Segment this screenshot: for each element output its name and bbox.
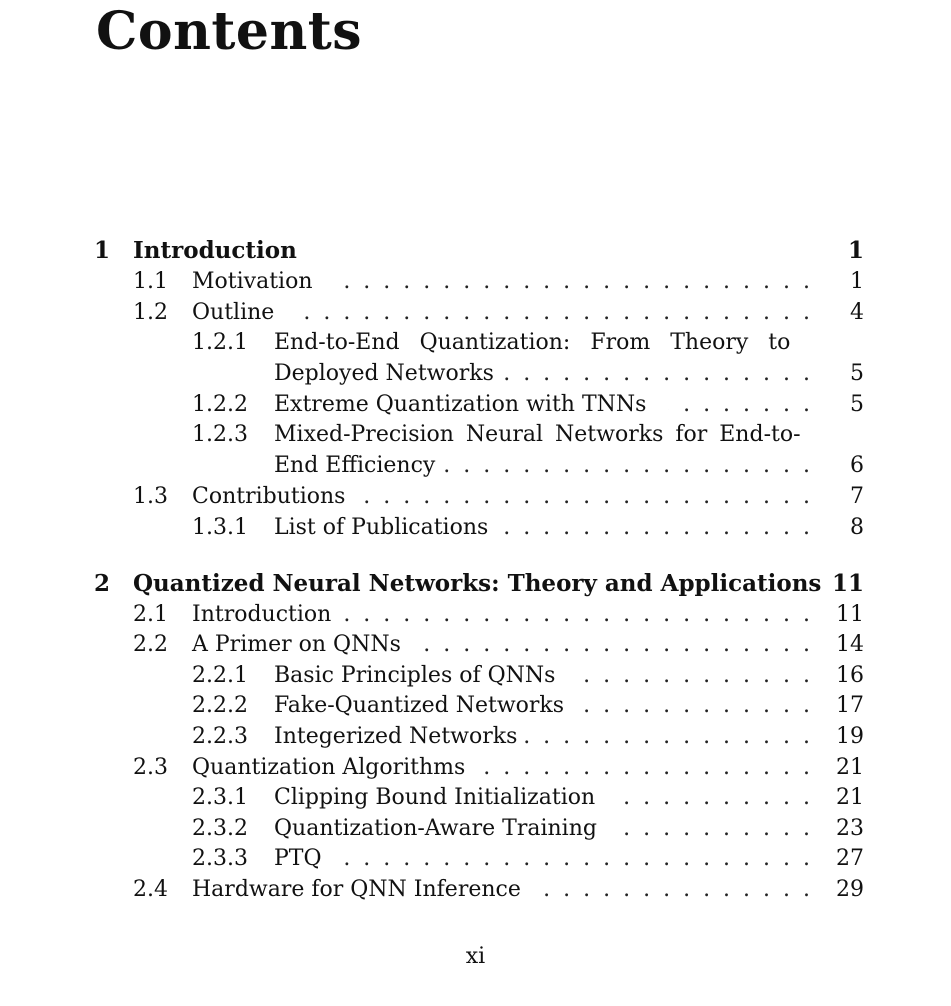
page-number: 4 bbox=[850, 300, 864, 325]
subsection-number: 1.2.2 bbox=[192, 392, 248, 417]
dot-leader bbox=[340, 844, 810, 874]
toc-subsection-1-2-3[interactable] bbox=[0, 420, 951, 450]
subsection-number: 2.2.1 bbox=[192, 663, 248, 688]
chapter-number: 2 bbox=[94, 570, 111, 597]
subsection-title: List of Publications bbox=[274, 515, 489, 540]
section-title: Contributions bbox=[192, 484, 346, 509]
toc-subsection-1-2-2[interactable] bbox=[0, 390, 951, 420]
section-title: Motivation bbox=[192, 269, 313, 294]
subsection-title: Extreme Quantization with TNNs bbox=[274, 392, 647, 417]
toc-chapter-1[interactable] bbox=[0, 236, 951, 266]
page-number: 21 bbox=[836, 785, 864, 810]
toc-subsection-1-3-1[interactable] bbox=[0, 513, 951, 543]
page-number: 21 bbox=[836, 755, 864, 780]
subsection-number: 2.3.2 bbox=[192, 816, 248, 841]
subsection-title: Clipping Bound Initialization bbox=[274, 785, 596, 810]
page-number: 17 bbox=[836, 693, 864, 718]
section-number: 1.3 bbox=[133, 484, 168, 509]
page-number: 23 bbox=[836, 816, 864, 841]
section-title: Hardware for QNN Inference bbox=[192, 877, 521, 902]
dot-leader bbox=[500, 359, 810, 389]
subsection-number: 1.2.3 bbox=[192, 422, 248, 447]
dot-leader bbox=[420, 630, 810, 660]
dot-leader bbox=[668, 390, 810, 420]
toc-subsection-2-3-2[interactable] bbox=[0, 814, 951, 844]
subsection-number: 1.3.1 bbox=[192, 515, 248, 540]
section-number: 2.4 bbox=[133, 877, 168, 902]
dot-leader bbox=[612, 814, 810, 844]
dot-leader bbox=[290, 298, 810, 328]
toc-subsection-2-2-1[interactable] bbox=[0, 661, 951, 691]
subsection-title: End Efficiency bbox=[274, 453, 436, 478]
page-number: 1 bbox=[850, 269, 864, 294]
subsection-title-line1: End-to-End Quantization: From Theory to bbox=[274, 330, 791, 355]
section-number: 2.3 bbox=[133, 755, 168, 780]
page-number: 19 bbox=[836, 724, 864, 749]
page-number: 6 bbox=[850, 453, 864, 478]
toc-section-2-4[interactable] bbox=[0, 875, 951, 905]
section-number: 1.1 bbox=[133, 269, 168, 294]
subsection-number: 2.2.3 bbox=[192, 724, 248, 749]
page-title: Contents bbox=[96, 1, 363, 62]
toc-section-2-3[interactable] bbox=[0, 753, 951, 783]
section-title: Quantization Algorithms bbox=[192, 755, 466, 780]
dot-leader bbox=[440, 451, 810, 481]
chapter-number: 1 bbox=[94, 237, 111, 264]
dot-leader bbox=[355, 482, 810, 512]
subsection-title: Quantization-Aware Training bbox=[274, 816, 597, 841]
toc-subsection-2-2-3[interactable] bbox=[0, 722, 951, 752]
dot-leader bbox=[612, 783, 810, 813]
section-number: 2.1 bbox=[133, 602, 168, 627]
toc-section-2-1[interactable] bbox=[0, 600, 951, 630]
subsection-title: Deployed Networks bbox=[274, 361, 494, 386]
page-number: 1 bbox=[847, 237, 864, 264]
section-title: A Primer on QNNs bbox=[192, 632, 401, 657]
dot-leader bbox=[515, 722, 810, 752]
page-number: 8 bbox=[850, 515, 864, 540]
chapter-title: Quantized Neural Networks: Theory and Applications bbox=[133, 570, 822, 597]
section-number: 1.2 bbox=[133, 300, 168, 325]
toc-chapter-2[interactable] bbox=[0, 569, 951, 599]
subsection-title: Integerized Networks bbox=[274, 724, 518, 749]
toc-section-2-2[interactable] bbox=[0, 630, 951, 660]
toc-subsection-2-2-2[interactable] bbox=[0, 691, 951, 721]
page-number: 7 bbox=[850, 484, 864, 509]
subsection-number: 2.3.1 bbox=[192, 785, 248, 810]
subsection-number: 1.2.1 bbox=[192, 330, 248, 355]
page-number: 29 bbox=[836, 877, 864, 902]
dot-leader bbox=[480, 753, 810, 783]
page-number: 5 bbox=[850, 392, 864, 417]
dot-leader bbox=[345, 600, 810, 630]
subsection-title: Fake-Quantized Networks bbox=[274, 693, 565, 718]
toc-section-1-1[interactable] bbox=[0, 267, 951, 297]
toc-section-1-2[interactable] bbox=[0, 298, 951, 328]
toc-subsection-1-2-3-cont[interactable] bbox=[0, 451, 951, 481]
page-number: 16 bbox=[836, 663, 864, 688]
section-title: Introduction bbox=[192, 602, 332, 627]
toc-subsection-1-2-1-cont[interactable] bbox=[0, 359, 951, 389]
footer-page-number: xi bbox=[465, 944, 486, 969]
subsection-title: Basic Principles of QNNs bbox=[274, 663, 556, 688]
page-number: 14 bbox=[836, 632, 864, 657]
page-number: 27 bbox=[836, 846, 864, 871]
dot-leader bbox=[505, 513, 810, 543]
chapter-title: Introduction bbox=[133, 237, 297, 264]
subsection-title-line1: Mixed-Precision Neural Networks for End-to- bbox=[274, 422, 801, 447]
section-title: Outline bbox=[192, 300, 275, 325]
toc-subsection-2-3-1[interactable] bbox=[0, 783, 951, 813]
dot-leader bbox=[530, 875, 810, 905]
subsection-title: PTQ bbox=[274, 846, 322, 871]
dot-leader bbox=[330, 267, 810, 297]
dot-leader bbox=[570, 691, 810, 721]
subsection-number: 2.2.2 bbox=[192, 693, 248, 718]
page-number: 11 bbox=[836, 602, 864, 627]
subsection-number: 2.3.3 bbox=[192, 846, 248, 871]
toc-subsection-1-2-1[interactable] bbox=[0, 328, 951, 358]
page-number: 11 bbox=[831, 570, 864, 597]
page-number: 5 bbox=[850, 361, 864, 386]
toc-subsection-2-3-3[interactable] bbox=[0, 844, 951, 874]
dot-leader bbox=[570, 661, 810, 691]
section-number: 2.2 bbox=[133, 632, 168, 657]
toc-section-1-3[interactable] bbox=[0, 482, 951, 512]
